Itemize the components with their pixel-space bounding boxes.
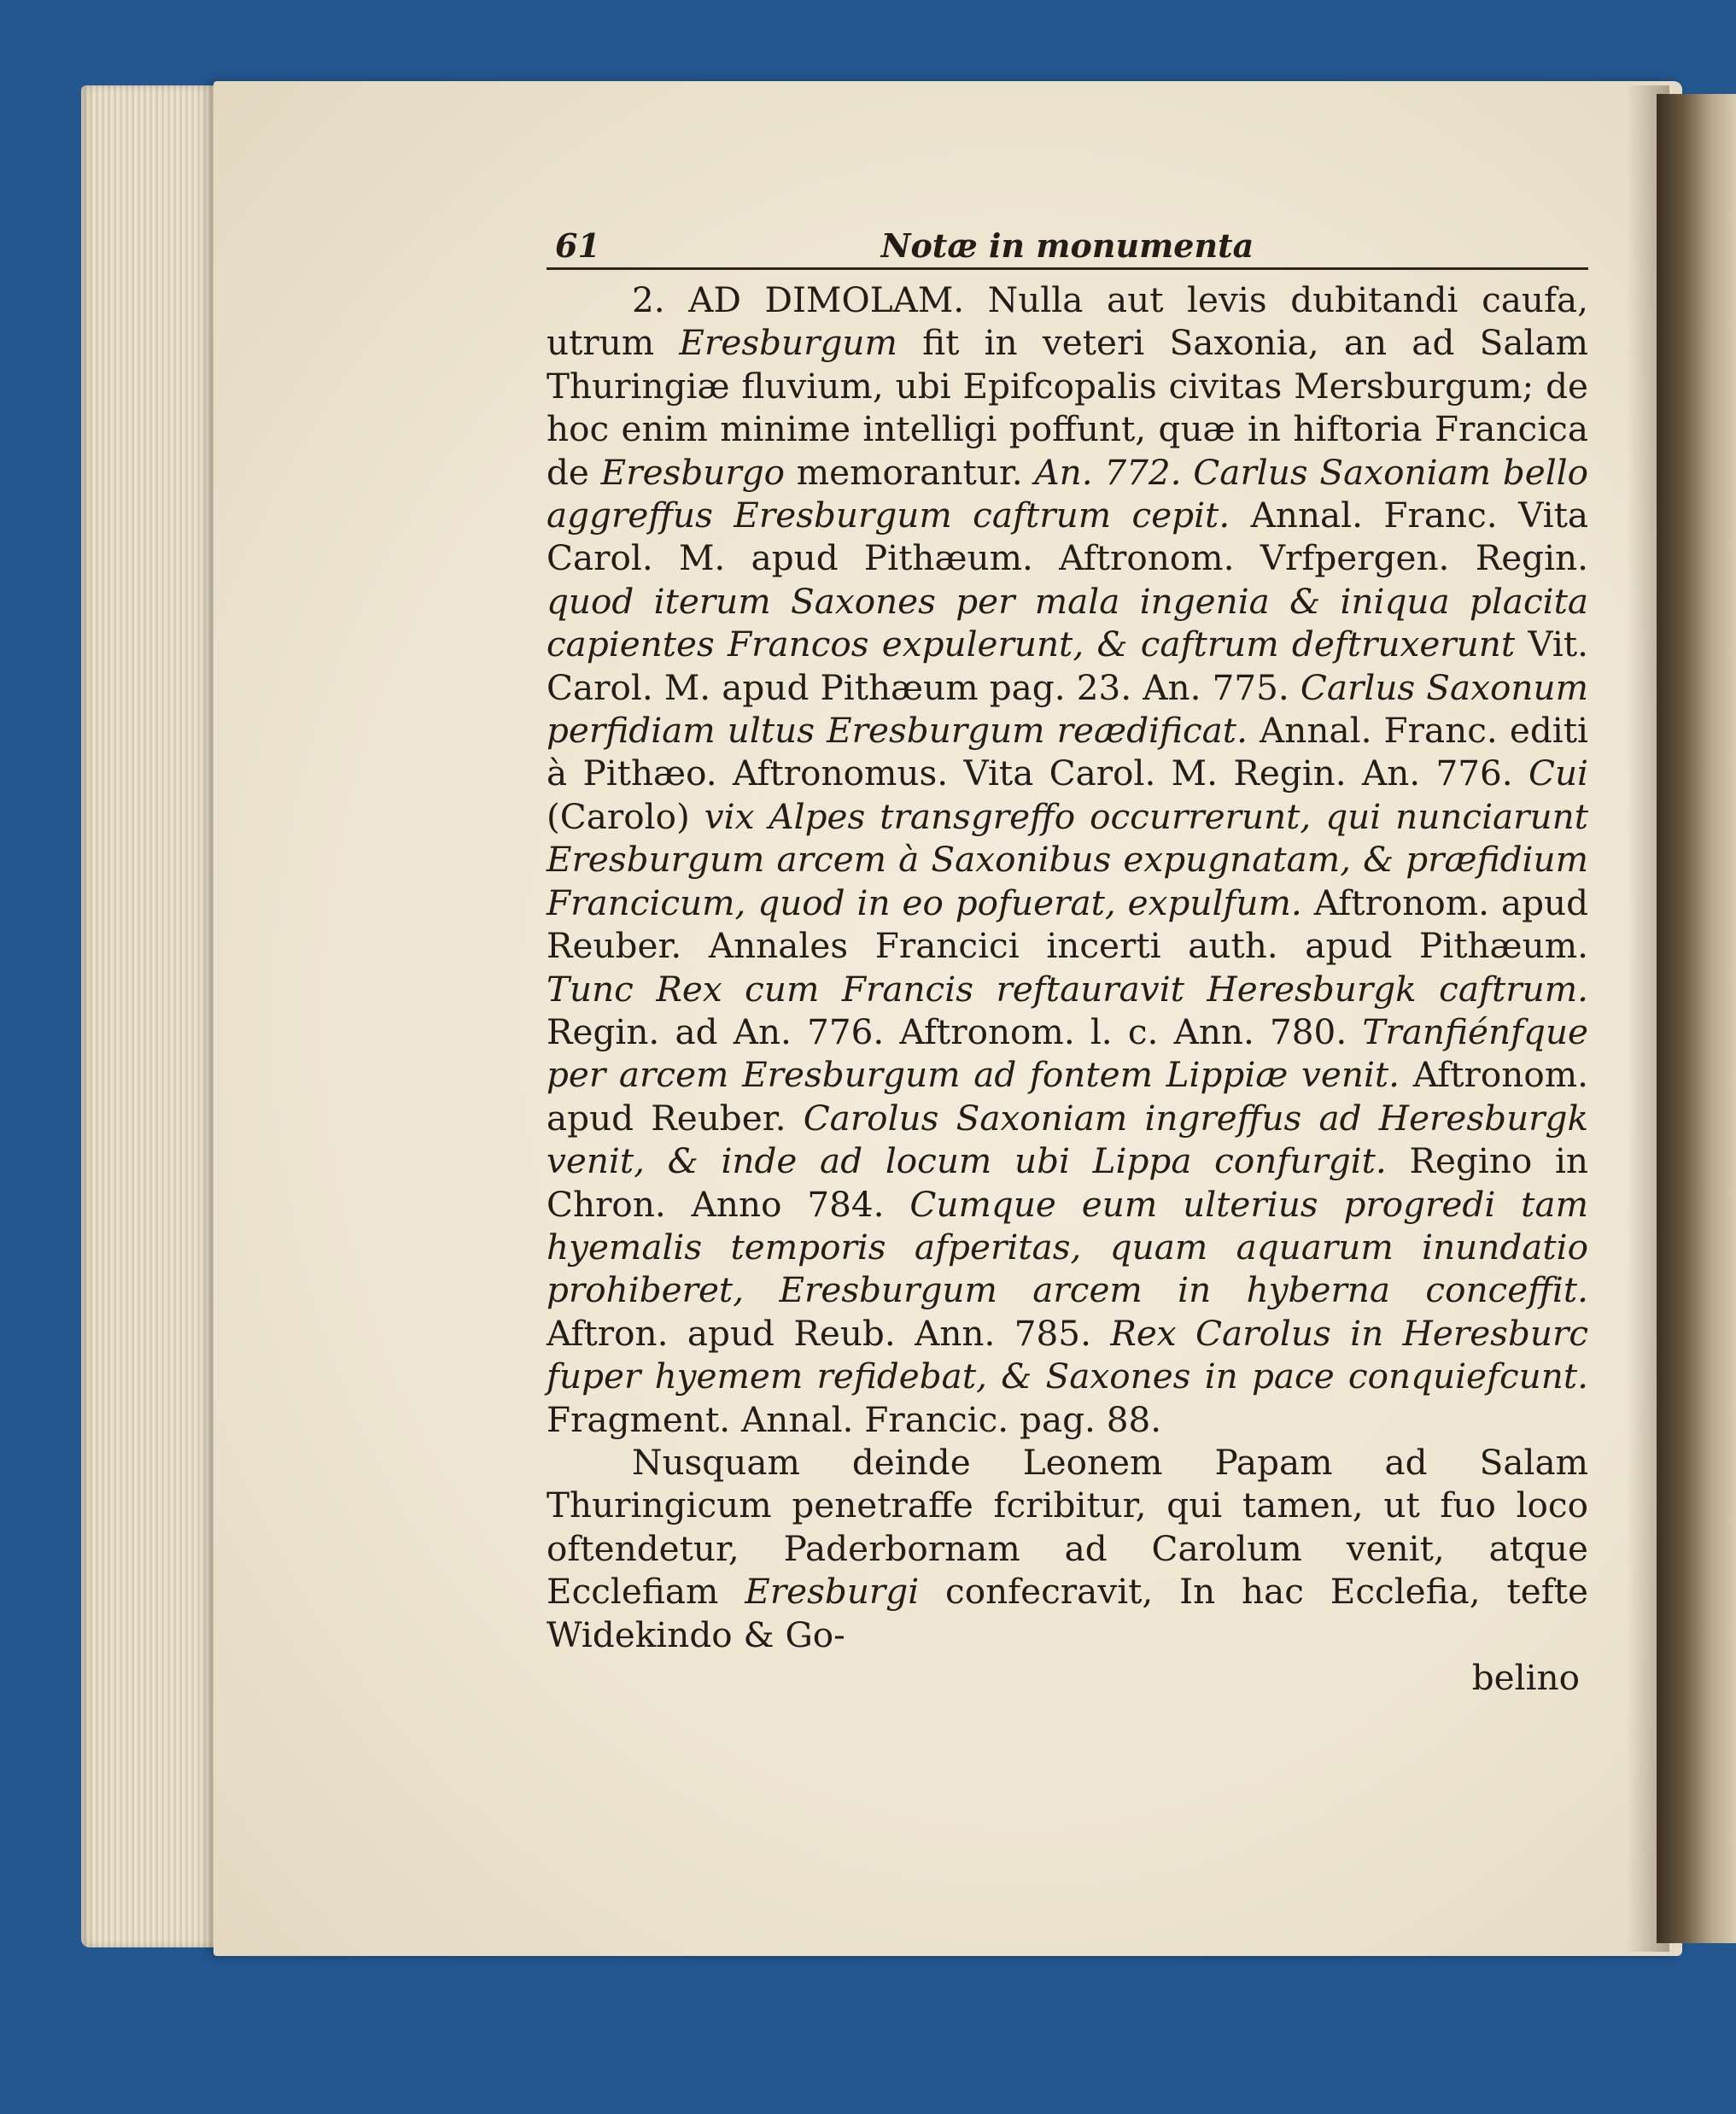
italic-segment: Cumque eum ulterius progredi tam hyemalis temporis afperitas, quam aquarum inundatio prohiberet, Eresburgum arcem in hyberna conceffit. — [547, 1183, 1588, 1311]
italic-segment: Tunc Rex cum Francis reftauravit Heresburgk caftrum. — [547, 968, 1588, 1010]
body-text — [547, 278, 1588, 1656]
page-number: 61 — [555, 226, 600, 265]
text-segment: Fragment. Annal. Francic. pag. 88. — [547, 1398, 1162, 1440]
text-segment: fit in veteri Saxonia, an ad Salam Thuringiæ fluvium, ubi Epifcopalis civitas Mersburgum; de hoc enim minime intelligi poffunt, quæ in hiftoria Francica de — [547, 322, 1588, 493]
catchword: belino — [1471, 1657, 1580, 1698]
catchword-row — [547, 1656, 1588, 1699]
text-segment: Aftronom. apud Reuber. — [547, 1054, 1588, 1139]
text-segment: Aftron. apud Reub. Ann. 785. — [547, 1312, 1111, 1354]
text-segment: Regin. ad An. 776. Aftronom. l. c. Ann. 780. — [547, 1010, 1363, 1052]
italic-segment: vix Alpes transgreffo occurrerunt, qui nunciarunt Eresburgum arcem à Saxonibus expugnatam, & præfidium Francicum, quod in eo pofuerat, expulfum. — [547, 795, 1588, 923]
italic-segment: Tranfiénfque per arcem Eresburgum ad fontem Lippiæ venit. — [547, 1010, 1588, 1096]
text-segment: Vit. Carol. M. apud Pithæum pag. 23. An. 775. — [547, 624, 1588, 708]
italic-segment: Cui — [1528, 752, 1588, 794]
italic-segment: An. 772. Carlus Saxoniam bello aggreffus Eresburgum caftrum cepit. — [547, 451, 1589, 536]
italic-segment: Eresburgum — [679, 322, 897, 364]
text-block — [547, 226, 1588, 1699]
text-segment: confecravit, In hac Ecclefia, tefte Widekindo & Go- — [547, 1571, 1588, 1655]
text-segment: (Carolo) — [547, 795, 704, 837]
text-segment: Nulla aut levis dubitandi caufa, utrum — [547, 279, 1588, 364]
text-segment: memorantur. — [785, 451, 1035, 493]
paragraph-2 — [547, 1441, 1588, 1656]
book-binding — [1657, 94, 1736, 1943]
page-edges — [81, 85, 231, 1947]
text-segment: Aftronom. apud Reuber. Annales Francici incerti auth. apud Pithæum. — [547, 881, 1588, 967]
italic-segment: Carlus Saxonum perfidiam ultus Eresburgum reædificat. — [547, 666, 1588, 752]
italic-segment: Eresburgi — [745, 1571, 920, 1613]
italic-segment: Carolus Saxoniam ingreffus ad Heresburgk venit, & inde ad locum ubi Lippa confurgit. — [547, 1097, 1588, 1182]
text-segment: Annal. Franc. editi à Pithæo. Aftronomus. Vita Carol. M. Regin. An. 776. — [547, 710, 1588, 794]
italic-segment: quod iterum Saxones per mala ingenia & iniqua placita capientes Francos expulerunt, & caftrum deftruxerunt — [547, 580, 1588, 665]
italic-segment: Eresburgo — [600, 451, 786, 493]
italic-segment: Rex Carolus in Heresburc fuper hyemem refidebat, & Saxones in pace conquiefcunt. — [547, 1312, 1588, 1397]
running-head — [547, 226, 1588, 270]
text-segment: Regino in Chron. Anno 784. — [547, 1140, 1589, 1225]
text-segment: Annal. Franc. Vita Carol. M. apud Pithæum. Aftronom. Vrfpergen. Regin. — [547, 495, 1588, 579]
section-heading: 2. AD DIMOLAM. — [632, 279, 965, 320]
running-head-title: Notæ in monumenta — [880, 226, 1254, 265]
text-segment: Nusquam deinde Leonem Papam ad Salam Thuringicum penetraffe fcribitur, qui tamen, ut fuo loco oftendetur, Paderbornam ad Carolum venit, atque Ecclefiam — [547, 1441, 1588, 1613]
paragraph-1 — [547, 278, 1588, 1441]
